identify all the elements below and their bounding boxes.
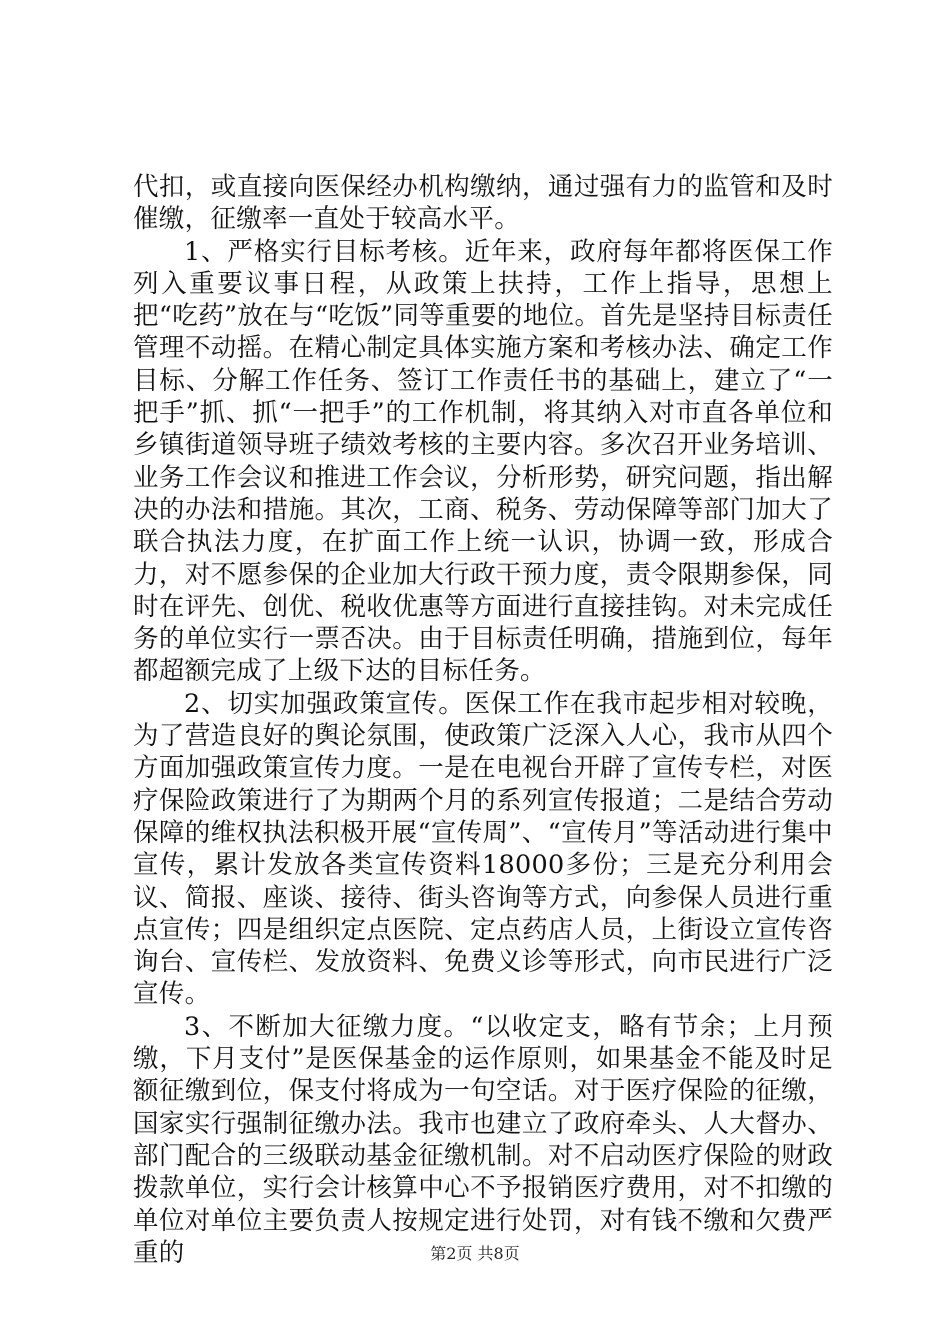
paragraph-collection-efforts: 3、不断加大征缴力度。“以收定支，略有节余；上月预缴，下月支付”是医保基金的运作原则，如果基金不能及时足额征缴到位，保支付将成为一句空话。对于医疗保险的征缴，国家实行强制征缴办法。我市也建立了政府牵头、人大督办、部门配合的三级联动基金征缴机制。对不启动医疗保险的财政拨款单位，实行会计核算中心不予报销医疗费用，对不扣缴的单位对单位主要负责人按规定进行处罚，对有钱不缴和欠费严重的 — [133, 1011, 833, 1268]
paragraph-target-assessment: 1、严格实行目标考核。近年来，政府每年都将医保工作列入重要议事日程，从政策上扶持，工作上指导，思想上把“吃药”放在与“吃饭”同等重要的地位。首先是坚持目标责任管理不动摇。在精心制定具体实施方案和考核办法、确定工作目标、分解工作任务、签订工作责任书的基础上，建立了“一把手”抓、抓“一把手”的工作机制，将其纳入对市直各单位和乡镇街道领导班子绩效考核的主要内容。多次召开业务培训、业务工作会议和推进工作会议，分析形势，研究问题，指出解决的办法和措施。其次，工商、税务、劳动保障等部门加大了联合执法力度，在扩面工作上统一认识，协调一致，形成合力，对不愿参保的企业加大行政干预力度，责令限期参保，同时在评先、创优、税收优惠等方面进行直接挂钩。对未完成任务的单位实行一票否决。由于目标责任明确，措施到位，每年都超额完成了上级下达的目标任务。 — [133, 236, 833, 687]
paragraph-continuation: 代扣，或直接向医保经办机构缴纳，通过强有力的监管和及时催缴，征缴率一直处于较高水平。 — [133, 172, 833, 235]
document-body — [133, 171, 833, 1269]
paragraph-policy-publicity: 2、切实加强政策宣传。医保工作在我市起步相对较晚，为了营造良好的舆论氛围，使政策广泛深入人心，我市从四个方面加强政策宣传力度。一是在电视台开辟了宣传专栏，对医疗保险政策进行了为期两个月的系列宣传报道；二是结合劳动保障的维权执法积极开展“宣传周”、“宣传月”等活动进行集中宣传，累计发放各类宣传资料18000多份；三是充分利用会议、简报、座谈、接待、街头咨询等方式，向参保人员进行重点宣传；四是组织定点医院、定点药店人员，上街设立宣传咨询台、宣传栏、发放资料、免费义诊等形式，向市民进行广泛宣传。 — [133, 688, 833, 1010]
page-number-footer: 第2页 共8页 — [430, 1244, 520, 1263]
